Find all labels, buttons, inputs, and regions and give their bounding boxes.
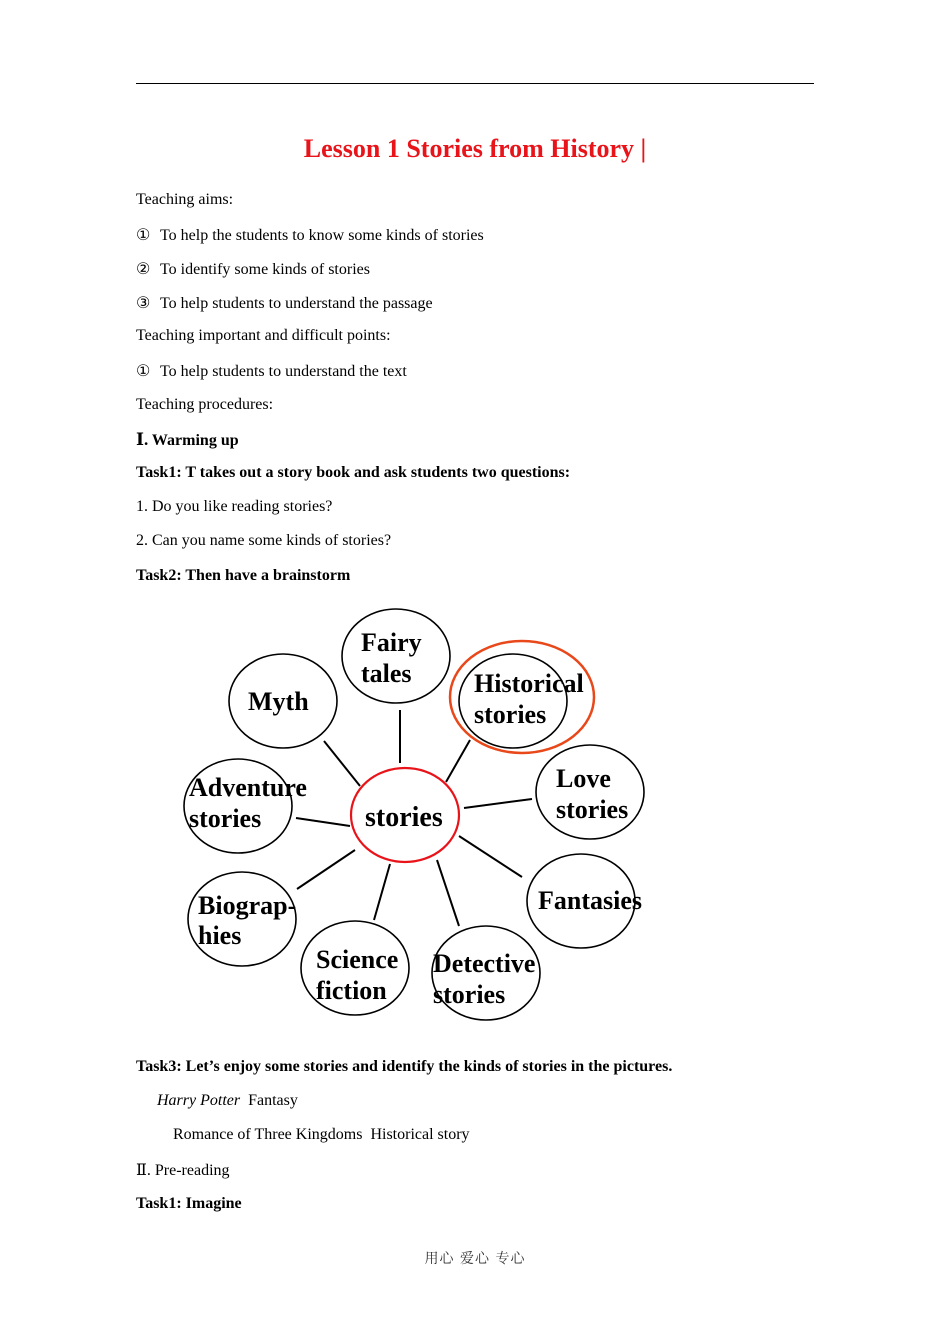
node-bubble	[342, 609, 450, 703]
connector-line	[464, 799, 532, 808]
node-bubble	[432, 926, 540, 1020]
point-text: To help students to understand the text	[160, 363, 407, 380]
section-title: Warming up	[151, 432, 239, 449]
node-bubble	[536, 745, 644, 839]
node-label-myth	[248, 687, 309, 716]
node-label-line: Adventure	[189, 773, 307, 802]
connector-line	[437, 860, 459, 926]
node-label-detective-stories	[433, 949, 542, 1009]
page-footer: 用心 爱心 专心	[424, 1251, 526, 1267]
node-bubble	[301, 921, 409, 1015]
example-book: Harry Potter	[157, 1092, 241, 1109]
node-label-line: stories	[433, 980, 506, 1009]
connector-line	[446, 740, 470, 782]
connector-line	[324, 741, 360, 786]
point-marker: ①	[136, 363, 151, 380]
task3-heading: Task3: Let’s enjoy some stories and identify the kinds of stories in the pictures.	[136, 1058, 673, 1075]
node-label-line: Love	[556, 764, 611, 793]
node-label-line: Detective	[433, 949, 536, 978]
node-label-line: Biograp-	[198, 891, 297, 920]
aim-marker: ③	[136, 295, 151, 312]
node-bubble	[229, 654, 337, 748]
node-label-line: Myth	[248, 687, 309, 716]
node-label-line: Science	[316, 945, 399, 974]
node-label-line: hies	[198, 921, 242, 950]
section-numeral: Ⅰ.	[136, 430, 149, 449]
node-label-line: stories	[189, 804, 262, 833]
node-label-fantasies	[538, 886, 642, 915]
example-kind: Fantasy	[248, 1092, 298, 1109]
node-label-line: Fairy	[361, 628, 422, 657]
page-title: Lesson 1 Stories from History |	[303, 134, 647, 163]
aim-text: To help students to understand the passage	[160, 295, 433, 312]
node-label-line: Historical	[474, 669, 584, 698]
aim-marker: ②	[136, 261, 151, 278]
aim-item	[136, 225, 484, 245]
connector-line	[374, 864, 390, 920]
center-bubble	[351, 768, 459, 862]
section-numeral: Ⅱ.	[136, 1162, 151, 1179]
node-label-fairy-tales	[361, 628, 428, 688]
node-label-adventure-stories	[189, 773, 313, 833]
aim-text: To identify some kinds of stories	[160, 261, 370, 278]
example-kind: Historical story	[370, 1126, 470, 1143]
section-pre-reading	[136, 1160, 230, 1180]
connector-line	[459, 836, 522, 877]
node-label-historical-stories	[474, 669, 590, 729]
node-bubble	[188, 872, 296, 966]
procedures-heading: Teaching procedures:	[136, 396, 274, 413]
center-label: stories	[365, 802, 443, 833]
example-item	[157, 1092, 298, 1110]
aims-heading: Teaching aims:	[136, 191, 234, 208]
question-item: 2. Can you name some kinds of stories?	[136, 532, 392, 549]
node-label-biographies	[198, 891, 303, 950]
node-bubble	[527, 854, 635, 948]
example-item	[173, 1126, 470, 1144]
question-item: 1. Do you like reading stories?	[136, 498, 333, 515]
task1-heading: Task1: T takes out a story book and ask students two questions:	[136, 464, 571, 481]
node-label-line: fiction	[316, 976, 387, 1005]
node-label-love-stories	[556, 764, 628, 824]
node-label-science-fiction	[316, 945, 405, 1005]
aim-text: To help the students to know some kinds of stories	[160, 227, 484, 244]
node-bubble	[184, 759, 292, 853]
point-item	[136, 361, 407, 381]
points-heading: Teaching important and difficult points:	[136, 327, 391, 344]
example-book: Romance of Three Kingdoms	[173, 1126, 363, 1143]
section-warming-up	[136, 430, 239, 450]
node-label-line: tales	[361, 659, 412, 688]
node-label-line: stories	[474, 700, 547, 729]
section-title: Pre-reading	[154, 1162, 230, 1179]
task1-imagine-heading: Task1: Imagine	[136, 1195, 242, 1212]
aim-marker: ①	[136, 227, 151, 244]
node-bubble	[459, 654, 567, 748]
aim-item	[136, 259, 370, 279]
highlight-ring	[450, 641, 594, 753]
task2-heading: Task2: Then have a brainstorm	[136, 567, 351, 584]
node-label-line: stories	[556, 795, 629, 824]
node-label-line: Fantasies	[538, 886, 642, 915]
connector-line	[296, 818, 350, 826]
header-rule	[136, 83, 814, 84]
connector-line	[297, 850, 355, 889]
aim-item	[136, 293, 433, 313]
